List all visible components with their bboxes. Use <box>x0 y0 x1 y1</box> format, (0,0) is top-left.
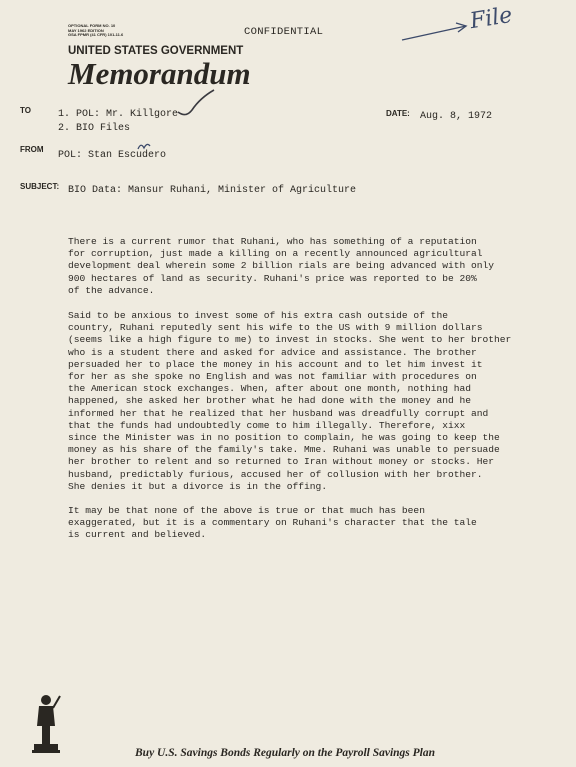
body-line: Said to be anxious to invest some of his extra cash outside of the <box>68 310 448 321</box>
body-line: of the advance. <box>68 284 155 296</box>
body-line: for her as she spoke no English and was not familiar with procedures on <box>68 371 477 383</box>
form-identifier: OPTIONAL FORM NO. 10 MAY 1962 EDITION GSA FPMR (41 CFR) 101-11.6 <box>68 23 124 38</box>
body-line: It may be that none of the above is true or that much has been <box>68 505 425 516</box>
from-label: FROM <box>20 145 44 154</box>
classification-marking: CONFIDENTIAL <box>244 26 324 38</box>
handwritten-file-note: File <box>468 2 515 35</box>
body-line: husband, predictably furious, accused her of collusion with her brother. <box>68 468 483 480</box>
body-line: country, Ruhani reputedly sent his wife to the US with 9 million dollars <box>68 322 483 334</box>
body-paragraph-2 <box>68 310 538 493</box>
body-line: persuaded her to place the money in his account and to let him invest it <box>68 358 483 370</box>
date-value: Aug. 8, 1972 <box>420 111 493 122</box>
body-line: exaggerated, but it is a commentary on Ruhani's character that the tale <box>68 517 477 529</box>
body-line: money as his share of the family's take. Mme. Ruhani was unable to persuade <box>68 444 500 456</box>
body-line: since the Minister was in no position to complain, he was going to keep the <box>68 432 500 444</box>
body-line: 900 hectares of land as security. Ruhani's price was reported to be 20% <box>68 272 477 284</box>
handwritten-initials-icon <box>136 140 152 152</box>
agency-header: UNITED STATES GOVERNMENT <box>68 45 244 57</box>
body-line: She denies it but a divorce is in the offing. <box>68 480 328 492</box>
body-line: for corruption, just made a killing on a recently announced agricultural <box>68 248 483 260</box>
handwritten-arrow-icon <box>400 20 470 44</box>
body-line: is current and believed. <box>68 529 207 541</box>
body-line: who is a student there and asked for advice and assistance. The brother <box>68 346 477 358</box>
body-line: happened, she asked her brother what he had done with the money and he <box>68 395 472 407</box>
body-paragraph-1 <box>68 236 538 297</box>
subject-label: SUBJECT: <box>20 182 60 191</box>
to-line-1: 1. POL: Mr. Killgore <box>58 109 179 120</box>
body-line: her brother to relent and so returned to Iran without money or stocks. Her <box>68 456 495 468</box>
body-line: the American stock exchanges. When, after about one month, nothing had <box>68 383 472 395</box>
savings-bonds-footer: Buy U.S. Savings Bonds Regularly on the Payroll Savings Plan <box>135 747 436 759</box>
body-paragraph-3 <box>68 505 538 542</box>
to-label: TO <box>20 106 31 115</box>
memo-title: Memorandum <box>68 56 251 91</box>
minuteman-logo-icon <box>28 692 64 758</box>
date-label: DATE: <box>386 109 410 118</box>
body-line: (seems like a high figure to me) to invest in stocks. She went to her brother <box>68 334 512 346</box>
from-value: POL: Stan Escudero <box>58 150 167 161</box>
subject-value: BIO Data: Mansur Ruhani, Minister of Agriculture <box>68 185 357 196</box>
body-line: development deal wherein some 2 billion rials are being advanced with only <box>68 260 495 272</box>
body-line: informed her that he realized that her husband was dreadfully corrupt and <box>68 407 489 419</box>
body-line: There is a current rumor that Ruhani, who has something of a reputation <box>68 236 477 247</box>
to-line-2: 2. BIO Files <box>58 123 131 134</box>
body-line: that the funds had undoubtedly come to him illegally. Therefore, xixx <box>68 419 466 431</box>
handwritten-checkmark-icon <box>176 88 216 120</box>
